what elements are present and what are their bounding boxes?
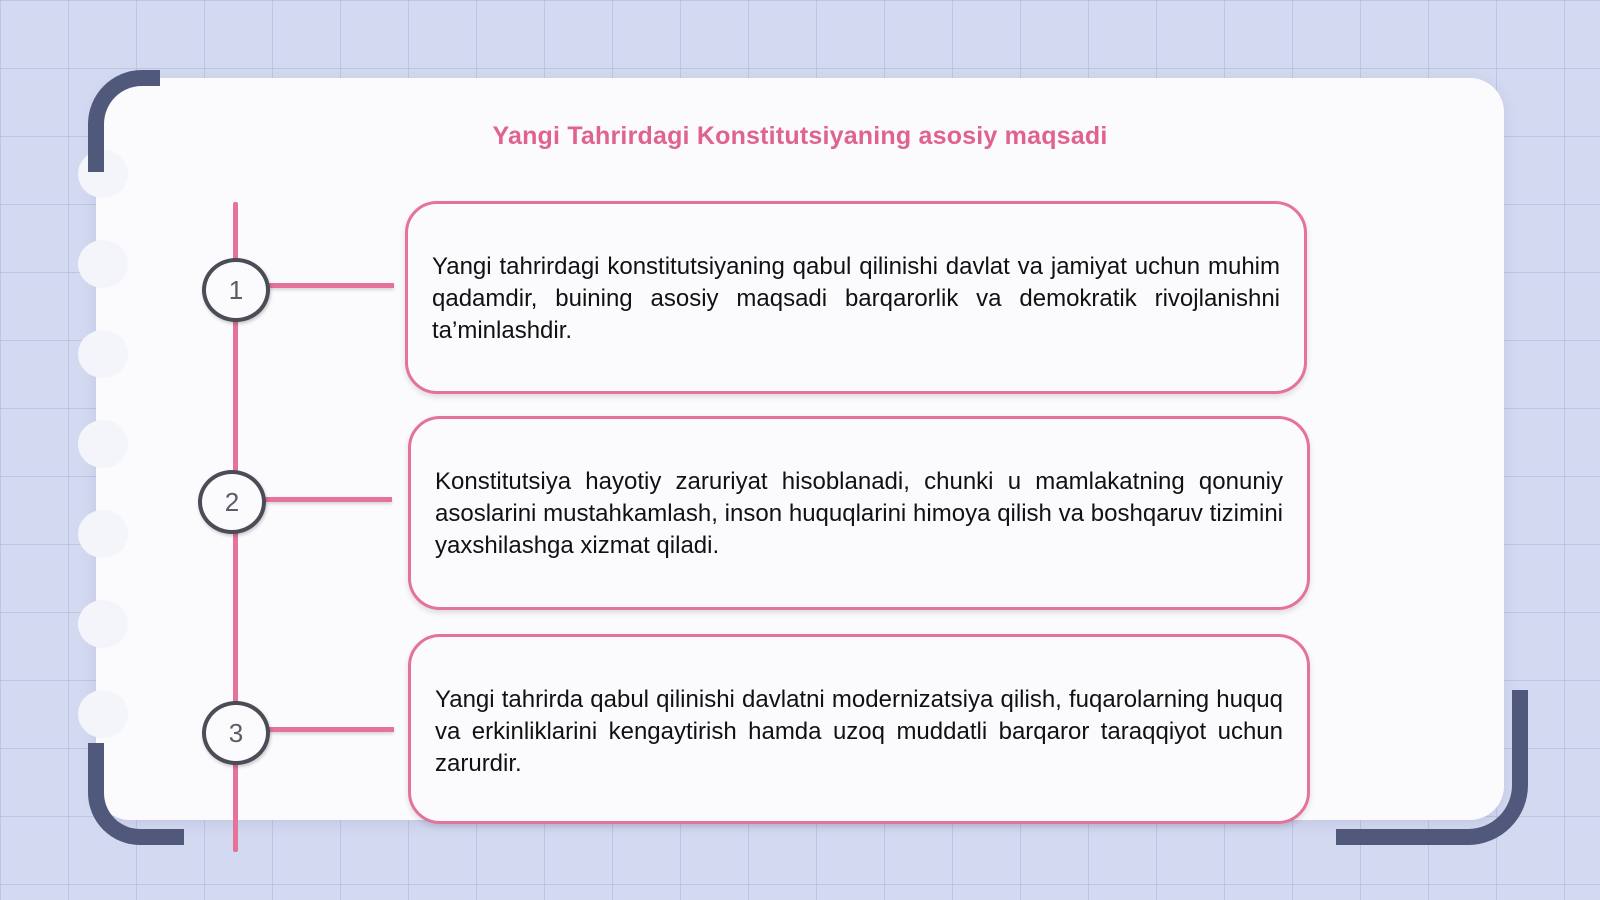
step-number-1: 1 — [202, 258, 270, 322]
corner-bracket-bottom-left — [88, 743, 184, 845]
corner-bracket-top-left — [88, 70, 160, 172]
corner-bracket-bottom-right — [1336, 690, 1528, 845]
text-box-3 — [408, 634, 1310, 824]
timeline-connector-1 — [266, 283, 394, 288]
notebook-tab — [78, 240, 128, 288]
notebook-tab — [78, 510, 128, 558]
notebook-tab — [78, 330, 128, 378]
step-number-3: 3 — [202, 701, 270, 765]
text-box-2-content: Konstitutsiya hayotiy zaruriyat hisoblanadi, chunki u mamlakatning qonuniy asoslarini mustahkamlash, inson huquqlarini himoya qilish va boshqaruv tizimini yaxshilashga xizmat qiladi. — [435, 468, 1283, 559]
step-number-2: 2 — [198, 470, 266, 534]
text-box-2 — [408, 416, 1310, 610]
text-box-1-content: Yangi tahrirdagi konstitutsiyaning qabul qilinishi davlat va jamiyat uchun muhim qadamdir, buining asosiy maqsadi barqarorlik va demokratik rivojlanishni ta’minlashdir. — [432, 253, 1280, 344]
text-box-3-content: Yangi tahrirda qabul qilinishi davlatni modernizatsiya qilish, fuqarolarning huquq va erkinliklarini kengaytirish hamda uzoq muddatli barqaror taraqqiyot uchun zarurdir. — [435, 686, 1283, 777]
timeline-connector-2 — [264, 497, 392, 502]
slide-title: Yangi Tahrirdagi Konstitutsiyaning asosiy maqsadi — [492, 122, 1108, 150]
notebook-tab — [78, 690, 128, 738]
timeline-connector-3 — [266, 727, 394, 732]
notebook-tab — [78, 600, 128, 648]
notebook-tab — [78, 420, 128, 468]
text-box-1 — [405, 201, 1307, 394]
